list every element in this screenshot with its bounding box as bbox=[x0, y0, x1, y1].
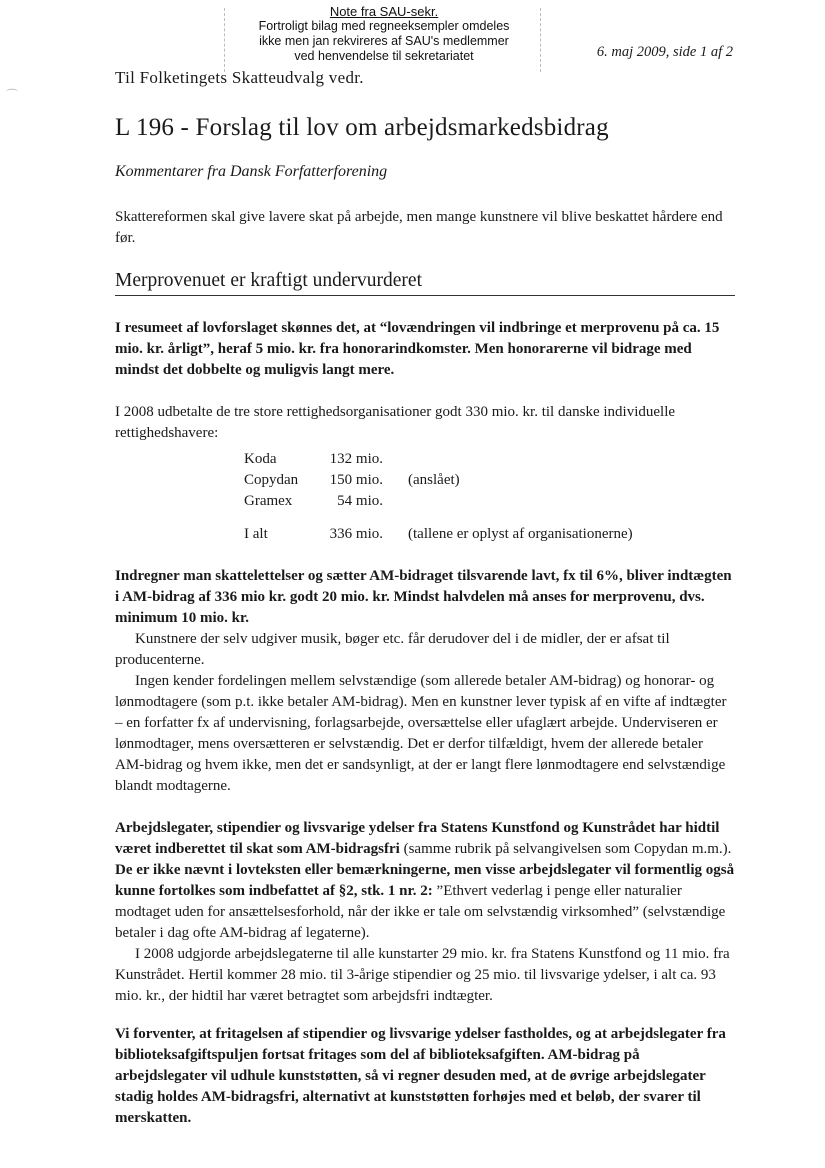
org-amount: 132 mio. bbox=[329, 451, 383, 467]
total-note: (tallene er oplyst af organisationerne) bbox=[408, 526, 633, 542]
intro-paragraph: Skattereformen skal give lavere skat på arbejde, men mange kunstnere vil blive beskattet hårdere end før. bbox=[115, 209, 723, 246]
grants-normal-1: (samme rubrik på selvangivelsen som Copydan m.m.). bbox=[399, 841, 732, 857]
total-label: I alt bbox=[244, 526, 268, 542]
producers-paragraph: Kunstnere der selv udgiver musik, bøger etc. får derudover del i de midler, der er afsat til producenterne. bbox=[115, 631, 670, 668]
margin-mark: ⌒ bbox=[6, 88, 19, 102]
distribution-paragraph: Ingen kender fordelingen mellem selvstændige (som allerede betaler AM-bidrag) og honorar- og lønmodtagere (som p.t. ikke betaler AM-bidrag). Men en kunstner lever typisk af en vifte af indtægter – en forfatter fx af undervisning, forlagsarbejde, oversættelse eller ufaglært arbejde. Underviseren er lønmodtager, mens oversætteren er selvstændig. Det er derfor tilfældigt, hvem der allerede betaler AM-bidrag og hvem ikke, men det er sandsynligt, at der er langt flere lønmodtagere end selvstændige blandt modtagerne. bbox=[115, 673, 727, 794]
grants-section bbox=[115, 818, 735, 1007]
grants-figures-paragraph: I 2008 udgjorde arbejdslegaterne til alle kunstarter 29 mio. kr. fra Statens Kunstfond og 11 mio. fra Kunstrådet. Hertil kommer 28 mio. til 3-årige stipendier og 25 mio. til livsvarige ydelser, i alt ca. 93 mio. kr., der hidtil har været betragtet som arbejdsfri indtægter. bbox=[115, 946, 730, 1004]
secretariat-stamp bbox=[230, 4, 538, 64]
grants-bold-1: Arbejdslegater, stipendier og livsvarige ydelser fra Statens Kunstfond og Kunstrådet har hidtil været indberettet til skat som AM-bidragsfri bbox=[115, 820, 720, 857]
stamp-line-3: ved henvendelse til sekretariatet bbox=[294, 49, 474, 63]
expectation-paragraph: Vi forventer, at fritagelsen af stipendier og livsvarige ydelser fastholdes, og at arbejdslegater fra biblioteksafgiftspuljen fortsat fritages som del af biblioteksafgiften. AM-bidrag på arbejdslegater vil udhule kunststøtten, så vi regner desuden med, at de øvrige arbejdslegater stadig holdes AM-bidragsfri, alternativt at kunststøtten forhøjes med et beløb, der svarer til merskatten. bbox=[115, 1026, 726, 1126]
document-subtitle: Kommentarer fra Dansk Forfatterforening bbox=[115, 163, 388, 180]
stamp-title: Note fra SAU-sekr. bbox=[329, 4, 439, 19]
calculation-section bbox=[115, 566, 735, 797]
org-name: Koda bbox=[244, 451, 277, 467]
grants-bold-2: De er ikke nævnt i lovteksten eller bemærkningerne, men visse arbejdslegater vil formentlig også kunne fortolkes som indbefattet af §2, stk. 1 nr. 2: bbox=[115, 862, 735, 899]
org-amount: 54 mio. bbox=[337, 493, 383, 509]
org-amount: 150 mio. bbox=[329, 472, 383, 488]
stamp-line-2: ikke men jan rekvireres af SAU's medlemmer bbox=[259, 34, 509, 48]
rights-paragraph: I 2008 udbetalte de tre store rettighedsorganisationer godt 330 mio. kr. til danske individuelle rettighedshavere: bbox=[115, 404, 676, 441]
calculation-paragraph: Indregner man skattelettelser og sætter AM-bidraget tilsvarende lavt, fx til 6%, bliver indtægten i AM-bidrag af 336 mio kr. godt 20 mio. kr. Mindst halvdelen må anses for merprovenu, dvs. minimum 10 mio. kr. bbox=[115, 568, 732, 626]
total-amount: 336 mio. bbox=[329, 526, 383, 542]
stamp-border-right bbox=[540, 8, 541, 72]
org-name: Gramex bbox=[244, 493, 293, 509]
grants-normal-2: ”Ethvert vederlag i penge eller naturalier modtaget uden for ansættelsesforhold, når der ikke er tale om selvstændig virksomhed” (selvstændige betaler i dag ofte AM-bidrag af legaterne). bbox=[115, 883, 726, 941]
grants-paragraph bbox=[115, 818, 735, 944]
summary-paragraph: I resumeet af lovforslaget skønnes det, at “lovændringen vil indbringe et merprovenu på ca. 15 mio. kr. årligt”, heraf 5 mio. kr. fra honorarindkomster. Men honorarerne vil bidrage med mindst det dobbelte og muligvis langt mere. bbox=[115, 320, 720, 378]
heading-rule bbox=[115, 295, 735, 296]
document-title: L 196 - Forslag til lov om arbejdsmarkedsbidrag bbox=[115, 114, 609, 141]
recipient-line: Til Folketingets Skatteudvalg vedr. bbox=[115, 68, 364, 87]
stamp-line-1: Fortroligt bilag med regneeksempler omdeles bbox=[258, 19, 510, 33]
org-name: Copydan bbox=[244, 472, 299, 488]
section-heading: Merprovenuet er kraftigt undervurderet bbox=[115, 270, 422, 291]
dateline: 6. maj 2009, side 1 af 2 bbox=[596, 44, 733, 60]
org-note: (anslået) bbox=[408, 472, 460, 488]
stamp-border-left bbox=[224, 8, 225, 72]
